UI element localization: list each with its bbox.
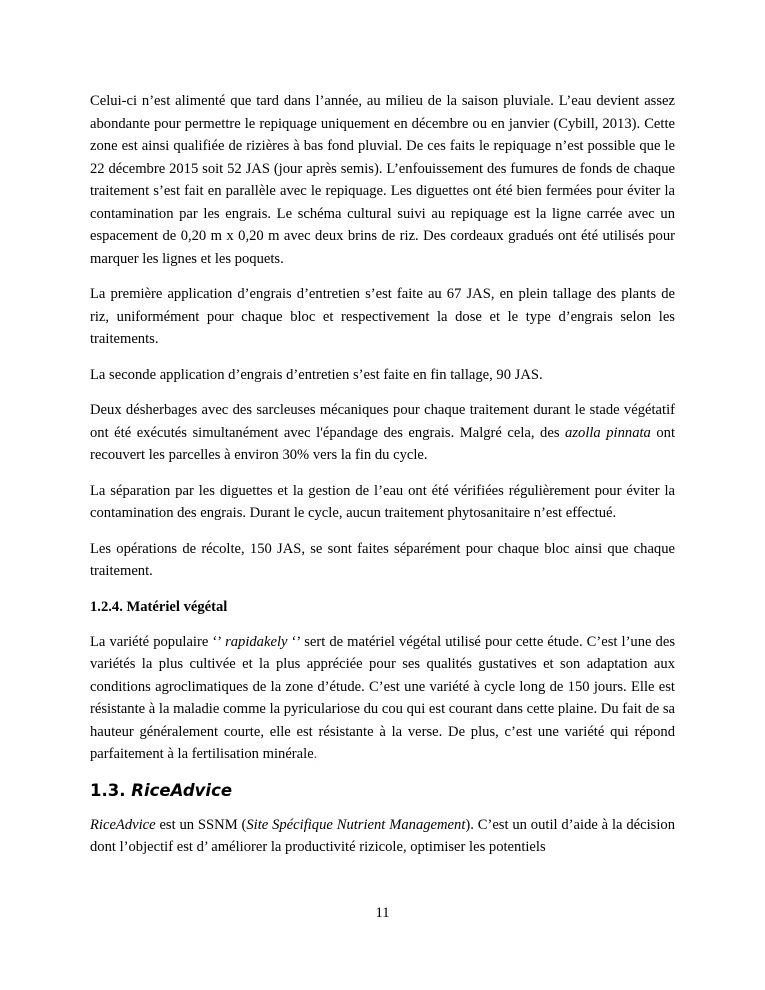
paragraph-weeding-text-1: Deux désherbages avec des sarcleuses mécaniques pour chaque traitement durant le stade végétatif ont été exécutés simultanément avec l'épandage des engrais. Malgré cela, des <box>90 402 675 441</box>
paragraph-plant-material-text-1: La variété populaire ‘’ <box>90 633 226 650</box>
paragraph-riceadvice <box>90 814 675 859</box>
paragraph-water-management-text: La séparation par les diguettes et la gestion de l’eau ont été vérifiées régulièrement pour éviter la contamination des engrais. Durant le cycle, aucun traitement phytosanitaire n’est effectué. <box>90 482 675 521</box>
paragraph-irrigation <box>90 90 675 270</box>
paragraph-plant-material-end: . <box>313 746 318 762</box>
paragraph-water-management <box>90 480 675 525</box>
paragraph-harvest-text: Les opérations de récolte, 150 JAS, se sont faites séparément pour chaque bloc ainsi que chaque traitement. <box>90 540 675 579</box>
paragraph-first-fertilizer <box>90 283 675 351</box>
document-page <box>90 90 675 872</box>
paragraph-plant-material-variety: rapidakely <box>225 633 288 650</box>
paragraph-second-fertilizer <box>90 364 675 387</box>
heading-1-3 <box>90 779 675 803</box>
paragraph-weeding <box>90 399 675 467</box>
paragraph-plant-material <box>90 631 675 766</box>
paragraph-irrigation-text: Celui-ci n’est alimenté que tard dans l’année, au milieu de la saison pluviale. L’eau devient assez abondante pour permettre le repiquage uniquement en décembre ou en janvier (Cybill, 2013). Cette zone est ainsi qualifiée de rizières à bas fond pluvial. De ces faits le repiquage n’est possible que le 22 décembre 2015 soit 52 JAS (jour après semis). L’enfouissement des fumures de fonds de chaque traitement s’est fait en parallèle avec le repiquage. Les diguettes ont été bien fermées pour éviter la contamination par les engrais. Le schéma cultural suivi au repiquage est la ligne carrée avec un espacement de 0,20 m x 0,20 m avec deux brins de riz. Des cordeaux gradués ont été utilisés pour marquer les lignes et les poquets. <box>90 93 675 267</box>
paragraph-weeding-text-2: ont recouvert les parcelles à environ 30% vers la fin du cycle. <box>90 424 676 463</box>
paragraph-riceadvice-text-2: ). C’est un outil d’aide à la décision dont l’objectif est d’ améliorer la productivité rizicole, optimiser les potentiels <box>90 816 675 855</box>
paragraph-plant-material-text-2: ‘’ sert de matériel végétal utilisé pour cette étude. C’est l’une des variétés la plus cultivée et la plus appréciée pour ses qualités gustatives et son adaptation aux conditions agroclimatiques de la zone d’étude. C’est une variété à cycle long de 150 jours. Elle est résistante à la maladie comme la pyriculariose du cou qui est courant dans cette plaine. Du fait de sa hauteur généralement courte, elle est résistante à la verse. De plus, c’est une variété qui répond parfaitement à la fertilisation minérale <box>90 633 676 762</box>
paragraph-harvest <box>90 538 675 583</box>
heading-1-2-4: 1.2.4. Matériel végétal <box>90 598 228 615</box>
paragraph-first-fertilizer-text: La première application d’engrais d’entretien s’est faite au 67 JAS, en plein tallage des plants de riz, uniformément pour chaque bloc et respectivement la dose et le type d’engrais selon les traitements. <box>90 286 675 347</box>
paragraph-riceadvice-text-1: est un SSNM ( <box>155 816 247 833</box>
paragraph-riceadvice-expansion: Site Spécifique Nutrient Management <box>246 816 466 833</box>
paragraph-second-fertilizer-text: La seconde application d’engrais d’entretien s’est faite en fin tallage, 90 JAS. <box>90 366 543 383</box>
heading-1-3-number: 1.3. <box>90 780 132 800</box>
page-number: 11 <box>375 905 390 921</box>
paragraph-riceadvice-term: RiceAdvice <box>90 816 156 833</box>
paragraph-weeding-species: azolla pinnata <box>565 424 651 441</box>
heading-1-3-title: RiceAdvice <box>131 780 233 800</box>
